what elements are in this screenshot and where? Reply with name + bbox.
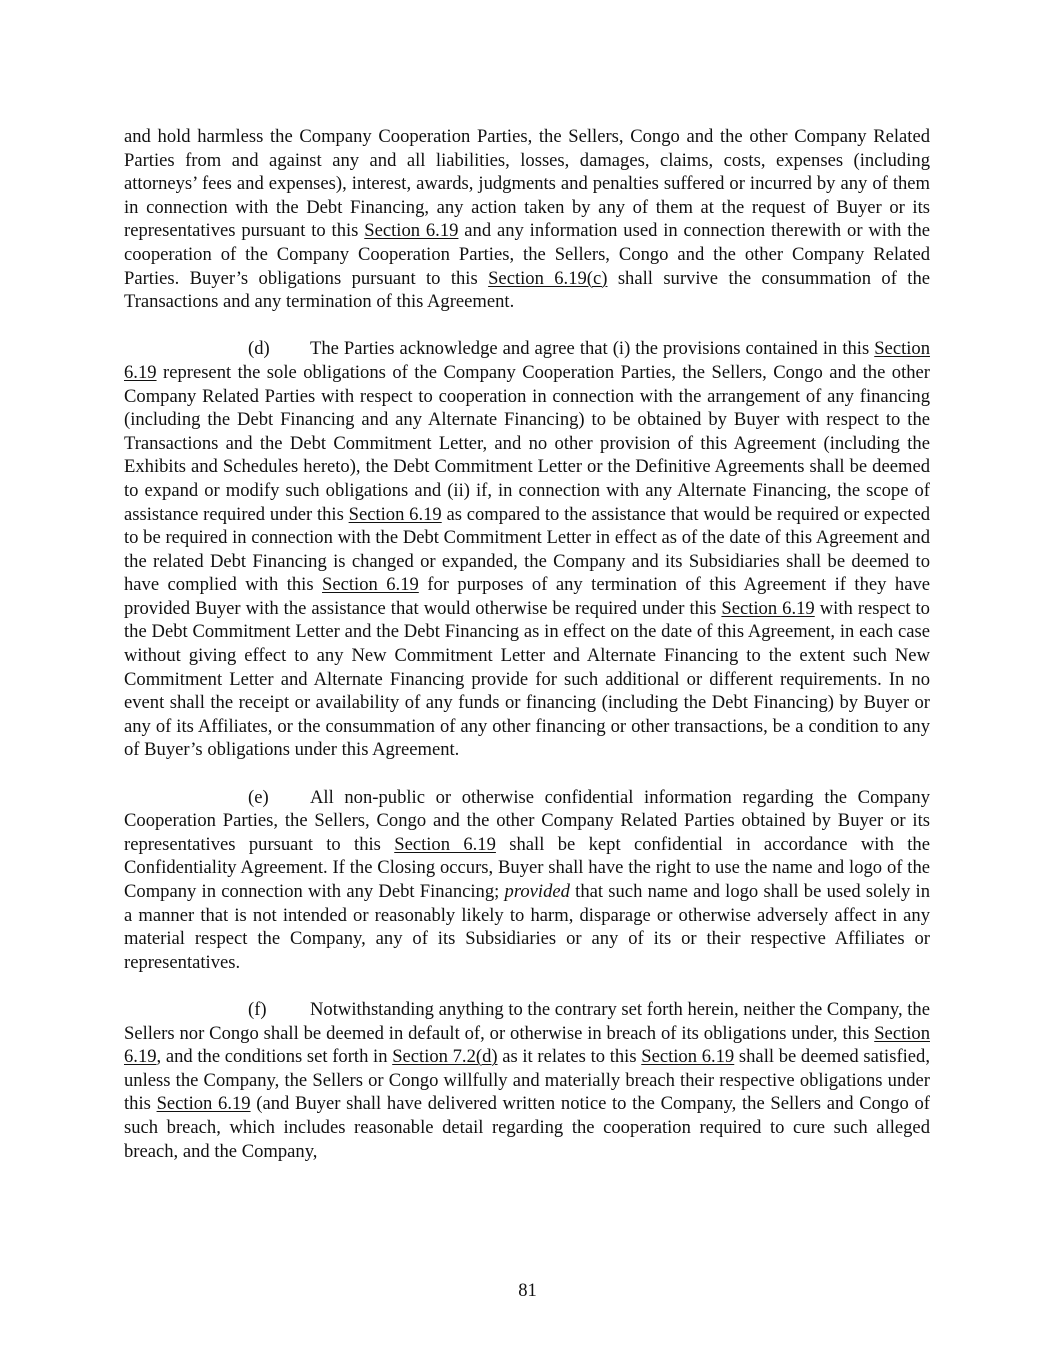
text-segment: as it relates to this xyxy=(497,1046,642,1068)
section-reference-link: Section 6.19 xyxy=(348,503,442,525)
text-segment: represent the sole obligations of the Company Cooperation Parties, the Sellers, Congo and the other Company Related Parties with respect to cooperation in connection with the arrangement of any financing (including the Debt Financing and any Alternate Financing) to be obtained by Buyer with respect to the Transactions and the Debt Commitment Letter, and no other provision of this Agreement (including the Exhibits and Schedules hereto), the Debt Commitment Letter or the Definitive Agreements shall be deemed to expand or modify such obligations and (ii) if, in connection with any Alternate Financing, the scope of assistance required under this xyxy=(124,361,930,525)
paragraph-e xyxy=(124,786,930,975)
text-segment: (and Buyer shall have delivered written notice to the Company, the Sellers and Congo of such breach, which includes reasonable detail regarding the cooperation required to cure such alleged breach, and the Company, xyxy=(124,1093,930,1162)
paragraph-label: (d) xyxy=(248,338,270,360)
text-segment: The Parties acknowledge and agree that (i) the provisions contained in this xyxy=(310,338,875,360)
section-reference-link: Section 6.19 xyxy=(394,833,496,855)
text-segment: Notwithstanding anything to the contrary set forth herein, neither the Company, the Sellers nor Congo shall be deemed in default of, or otherwise in breach of its obligations under, this xyxy=(124,998,930,1044)
paragraph-f xyxy=(124,998,930,1163)
paragraph-c-continued xyxy=(124,125,930,314)
paragraph-d xyxy=(124,337,930,762)
section-reference-link: Section 6.19 xyxy=(156,1093,251,1115)
section-reference-link: Section 6.19 xyxy=(124,1022,930,1068)
paragraph-label: (f) xyxy=(248,998,267,1020)
paragraph-label: (e) xyxy=(248,786,269,808)
document-page xyxy=(124,125,930,1163)
section-reference-link: Section 6.19 xyxy=(364,220,459,242)
text-segment: and hold harmless the Company Cooperation Parties, the Sellers, Congo and the other Company Related Parties from and against any and all liabilities, losses, damages, claims, costs, expenses (including attorneys’ fees and expenses), interest, awards, judgments and penalties suffered or incurred by any of them in connection with the Debt Financing, any action taken by any of them at the request of Buyer or its representatives pursuant to this xyxy=(124,126,930,242)
section-reference-link: Section 6.19 xyxy=(322,574,419,596)
text-segment: and any information used in connection therewith or with the cooperation of the Company Cooperation Parties, the Sellers, Congo and the other Company Related Parties. Buyer’s obligations pursuant to this xyxy=(124,220,930,289)
text-segment: for purposes of any termination of this Agreement if they have provided Buyer with the assistance that would otherwise be required under this xyxy=(124,574,930,619)
text-segment: with respect to the Debt Commitment Letter and the Debt Financing as in effect on the date of this Agreement, in each case without giving effect to any New Commitment Letter and Alternate Financing to the extent such New Commitment Letter and Alternate Financing provide for such additional or different requirements. In no event shall the receipt or availability of any funds or financing (including the Debt Financing) by Buyer or any of its Affiliates, or the consummation of any other financing or other transactions, be a condition to any of Buyer’s obligations under this Agreement. xyxy=(124,597,930,761)
text-segment: , and the conditions set forth in xyxy=(156,1046,393,1068)
section-reference-link: Section 6.19 xyxy=(124,338,930,383)
section-reference-link: Section 7.2(d) xyxy=(392,1046,498,1068)
text-segment: shall survive the consummation of the Transactions and any termination of this Agreement. xyxy=(124,267,930,313)
text-segment: shall be deemed satisfied, unless the Company, the Sellers or Congo willfully and materially breach their respective obligations under this xyxy=(124,1046,931,1115)
text-segment: as compared to the assistance that would be required or expected to be required in connection with the Debt Commitment Letter in effect as of the date of this Agreement and the related Debt Financing is changed or expanded, the Company and its Subsidiaries shall be deemed to have complied with this xyxy=(124,503,930,596)
italic-term: provided xyxy=(504,881,570,902)
section-reference-link: Section 6.19 xyxy=(721,597,815,619)
section-reference-link: Section 6.19(c) xyxy=(488,267,608,289)
page-number: 81 xyxy=(518,1280,537,1301)
text-segment: that such name and logo shall be used solely in a manner that is not intended or reasonably likely to harm, disparage or otherwise adversely affect in any material respect the Company, any of its Subsidiaries or any of its or their respective Affiliates or representatives. xyxy=(124,881,930,973)
section-reference-link: Section 6.19 xyxy=(641,1046,735,1068)
text-segment: All non-public or otherwise confidential information regarding the Company Cooperation Parties, the Sellers, Congo and the other Company Related Parties obtained by Buyer or its representatives pursuant to this xyxy=(124,786,930,855)
text-segment: shall be kept confidential in accordance with the Confidentiality Agreement. If the Closing occurs, Buyer shall have the right to use the name and logo of the Company in connection with any Debt Financing; xyxy=(124,833,930,902)
